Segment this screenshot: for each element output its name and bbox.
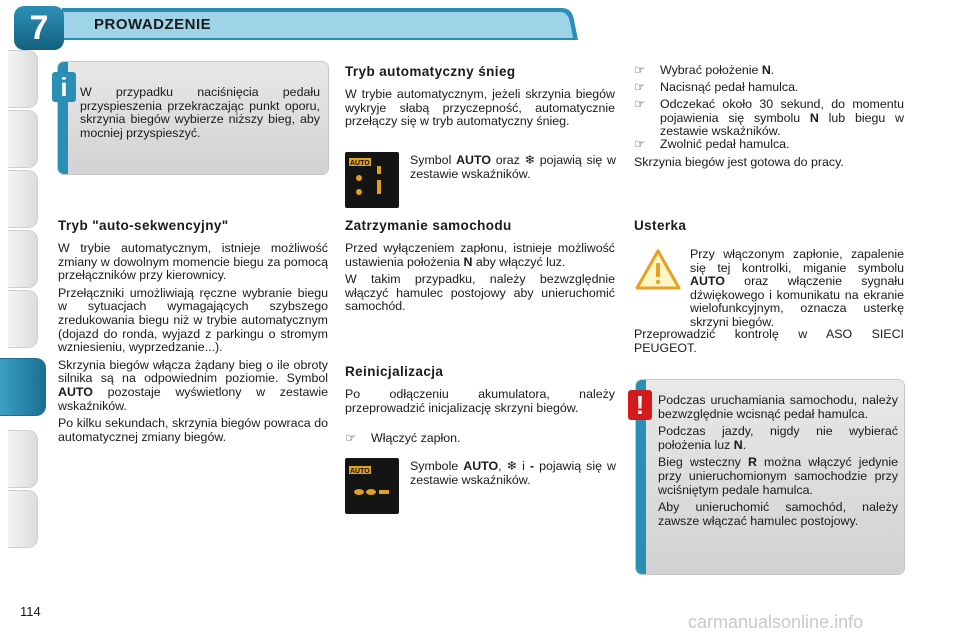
chapter-tab[interactable] <box>8 170 38 228</box>
auto-reinit-display-icon <box>345 458 399 514</box>
chapter-tab-active[interactable] <box>0 358 46 416</box>
gearbox-ready-text: Skrzynia biegów jest gotowa do pracy. <box>634 155 844 169</box>
chapter-tab[interactable] <box>8 230 38 288</box>
reinit-bullet: ☞ Włączyć zapłon. <box>345 431 461 445</box>
snow-mode-text: W trybie automatycznym, jeżeli skrzynia biegów wykryje słabą przyczepność, automatycznie przełączy się w tryb automatyczny śnieg. <box>345 87 615 129</box>
chapter-tab-strip <box>0 40 46 580</box>
chapter-number-badge: 7 <box>14 6 64 50</box>
watermark-text: carmanualsonline.info <box>688 612 864 632</box>
reinit-text: Po odłączeniu akumulatora, należy przeprowadzić inicjalizację skrzyni biegów. <box>345 387 615 415</box>
paragraph: W trybie automatycznym, istnieje możliwość zmiany w dowolnym momencie biegu za pomocą przełączników przy kierownicy. <box>58 241 328 283</box>
display-auto-label: AUTO <box>350 160 370 167</box>
pointing-hand-icon: ☞ <box>345 431 357 445</box>
chapter-tab[interactable] <box>8 50 38 108</box>
paragraph: Po kilku sekundach, skrzynia biegów powraca do automatycznej zmiany biegów. <box>58 416 328 444</box>
paragraph: Podczas jazdy, nigdy nie wybierać położenia luz N. <box>658 424 898 452</box>
auto-snow-display-icon <box>345 152 399 208</box>
section-title-stopping: Zatrzymanie samochodu <box>345 218 512 233</box>
chapter-tab[interactable] <box>8 430 38 488</box>
paragraph: Skrzynia biegów włącza żądany bieg o ile obroty silnika są na odpowiednim poziomie. Symbol AUTO pozostaje wyświetlony w zestawie wskaźników. <box>58 357 328 413</box>
info-icon: i <box>52 72 76 102</box>
chapter-tab[interactable] <box>8 290 38 348</box>
page-number: 114 <box>20 604 41 619</box>
pointing-hand-icon: ☞ <box>634 63 646 77</box>
warning-triangle-icon <box>634 248 682 292</box>
step-bullet: ☞ Nacisnąć pedał hamulca. <box>634 80 799 94</box>
paragraph: Przełączniki umożliwiają ręczne wybranie biegu w sytuacjach wymagających szybszego zredukowania biegu niż w trybie automatycznym (dojazd do ronda, wyjazd z parkingu o stromym wzniesieniu, wyprzedzanie...). <box>58 285 328 355</box>
fault-text-upper: Przy włączonym zapłonie, zapalenie się tej kontrolki, miganie symbolu AUTO oraz włączenie sygnału dźwiękowego i komunikatu na ekranie wielofunkcyjnym, oznacza usterkę skrzyni biegów. <box>690 247 904 329</box>
warning-note-text <box>658 394 898 532</box>
info-note-text: W przypadku naciśnięcia pedału przyspieszenia przekraczając punkt oporu, skrzynia biegów wybierze niższy bieg, aby mocniej przyspieszyć. <box>80 85 320 140</box>
pointing-hand-icon: ☞ <box>634 137 646 151</box>
exclamation-icon: ! <box>628 390 652 420</box>
step-bullet: ☞ Odczekać około 30 sekund, do momentu pojawienia się symbolu N lub biegu w zestawie wskaźników. <box>634 97 904 139</box>
auto-sequential-text <box>58 242 328 448</box>
step-bullet: ☞ Wybrać położenie N. <box>634 63 775 77</box>
fault-action-text: Przeprowadzić kontrolę w ASO SIECI PEUGEOT. <box>634 327 904 355</box>
paragraph: Przed wyłączeniem zapłonu, istnieje możliwość ustawienia położenia N aby włączyć luz. <box>345 241 615 269</box>
step-bullet: ☞ Zwolnić pedał hamulca. <box>634 137 790 151</box>
snow-symbol-text: Symbol AUTO oraz ❄ pojawią się w zestawie wskaźników. <box>410 153 616 181</box>
paragraph: Bieg wsteczny R można włączyć jedynie przy unieruchomionym samochodzie przy wciśniętym pedale hamulca. <box>658 455 899 497</box>
paragraph: Aby unieruchomić samochód, należy zawsze włączać hamulec postojowy. <box>658 500 898 528</box>
display-auto-label: AUTO <box>350 468 370 475</box>
stopping-text <box>345 242 615 318</box>
section-title-reinit: Reinicjalizacja <box>345 364 444 379</box>
paragraph: Podczas uruchamiania samochodu, należy bezwzględnie wcisnąć pedał hamulca. <box>658 393 898 421</box>
pointing-hand-icon: ☞ <box>634 80 646 94</box>
section-title-fault: Usterka <box>634 218 687 233</box>
section-title-auto-sequential: Tryb "auto-sekwencyjny" <box>58 218 229 233</box>
pointing-hand-icon: ☞ <box>634 97 646 111</box>
chapter-tab[interactable] <box>8 110 38 168</box>
paragraph: W takim przypadku, należy bezwzględnie włączyć hamulec postojowy aby unieruchomić samochód. <box>345 272 615 314</box>
chapter-tab[interactable] <box>8 490 38 548</box>
section-title-snow-mode: Tryb automatyczny śnieg <box>345 64 516 79</box>
chapter-title: PROWADZENIE <box>94 16 212 33</box>
reinit-symbols-text: Symbole AUTO, ❄ i - pojawią się w zestawie wskaźników. <box>410 459 616 487</box>
